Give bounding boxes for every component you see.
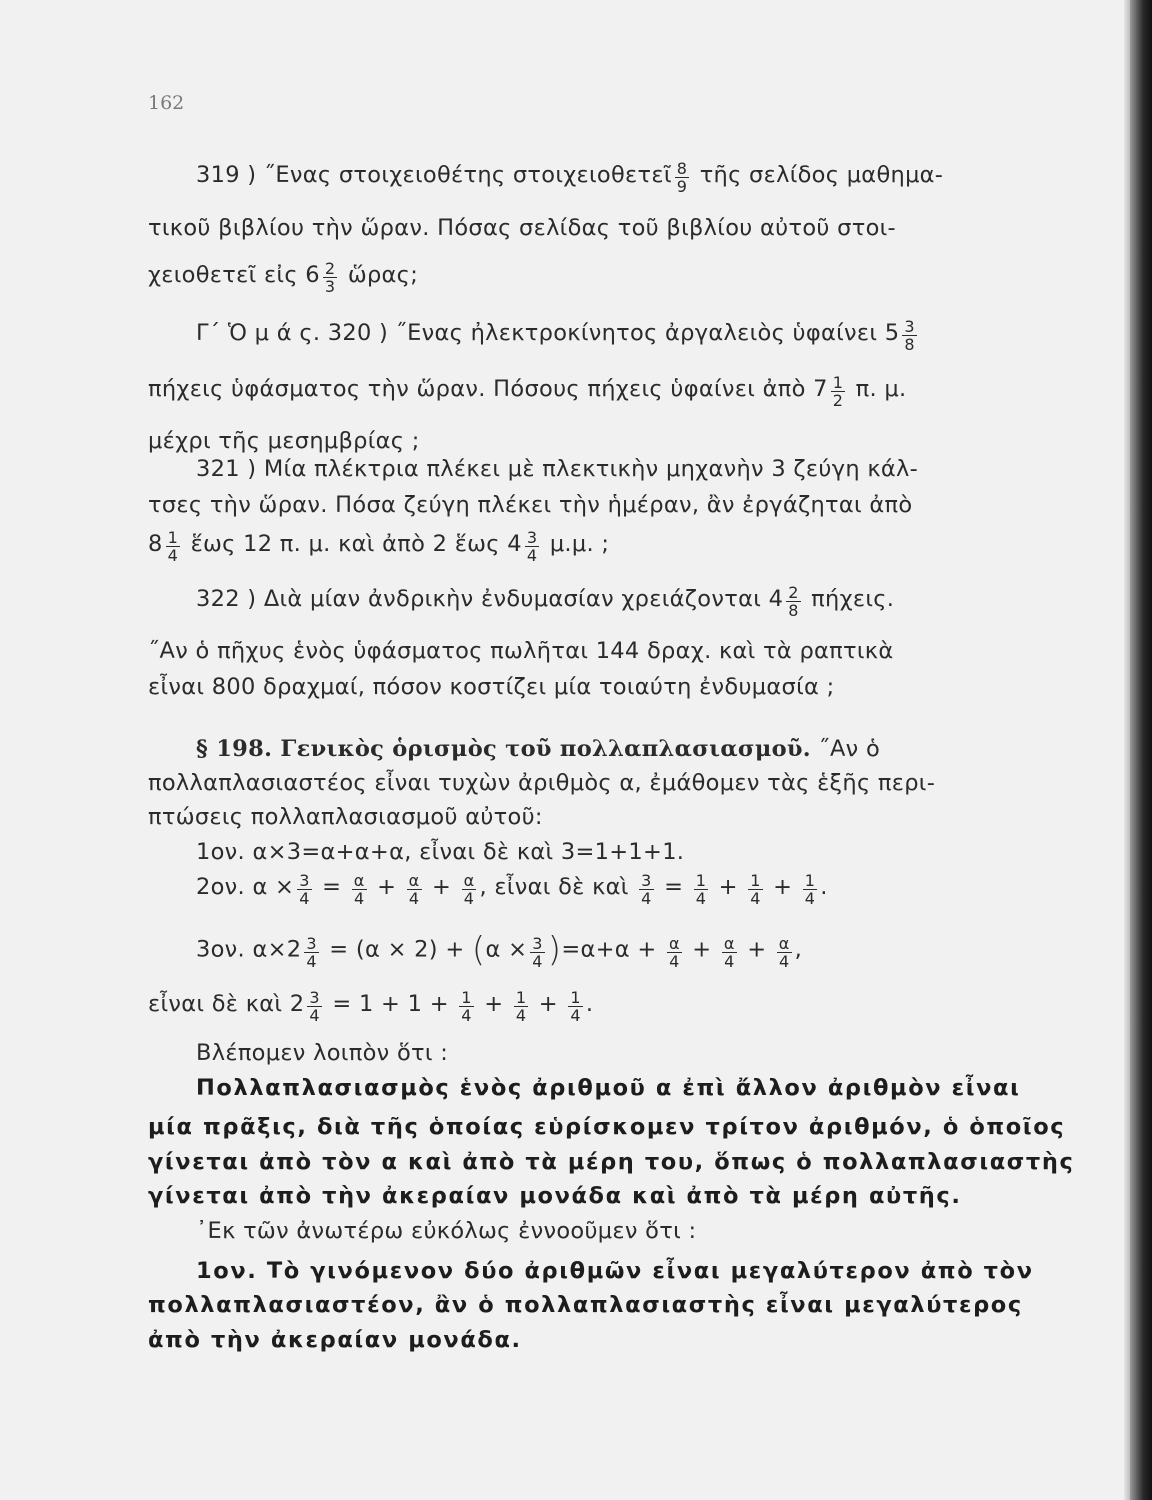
problem-319-line-2: τικοῦ βιβλίου τὴν ὥραν. Πόσας σελίδας τοῦ βιβλίου αὐτοῦ στοι- bbox=[148, 215, 896, 241]
rule-1-line-3: ἀπὸ τὴν ἀκεραίαν μονάδα. bbox=[148, 1327, 522, 1353]
section-198-line-2: πολλαπλασιαστέος εἶναι τυχὼν ἀριθμὸς α, ἐμάθομεν τὰς ἑξῆς περι- bbox=[148, 770, 936, 796]
rule-1-line-1: 1ον. Τὸ γινόμενον δύο ἀριθμῶν εἶναι μεγαλύτερον ἀπὸ τὸν bbox=[196, 1258, 1034, 1284]
definition-line-3: γίνεται ἀπὸ τὸν α καὶ ἀπὸ τὰ μέρη του, ὅπως ὁ πολλαπλασιαστὴς bbox=[148, 1149, 1075, 1175]
definition-line-4: γίνεται ἀπὸ τὴν ἀκεραίαν μονάδα καὶ ἀπὸ τὰ μέρη αὐτῆς. bbox=[148, 1183, 962, 1209]
problem-320-line-2: πήχεις ὑφάσματος τὴν ὥραν. Πόσους πήχεις ὑφαίνει ἀπὸ 7 $\frac{1}{2}$ π. μ. bbox=[148, 373, 907, 410]
problem-321-line-3: 8 $\frac{1}{4}$ ἕως 12 π. μ. καὶ ἀπὸ 2 ἕως 4 $\frac{3}{4}$ μ.μ. ; bbox=[148, 528, 610, 565]
fraction: $\frac{1}{4}$ bbox=[167, 528, 179, 565]
book-spine bbox=[1130, 0, 1152, 1500]
problem-322-line-2: ˝Αν ὁ πῆχυς ἑνὸς ὑφάσματος πωλῆται 144 δραχ. καὶ τὰ ραπτικὰ bbox=[148, 638, 894, 664]
fraction: $\frac{3}{4}$ bbox=[526, 528, 538, 565]
problem-321-line-1: 321 ) Μία πλέκτρια πλέκει μὲ πλεκτικὴν μηχανὴν 3 ζεύγη κάλ- bbox=[196, 456, 919, 482]
case-2: 2ον. α × $\frac{3}{4}$ = $\frac{\alpha}{4}$ + $\frac{\alpha}{4}$ + $\frac{\alpha}{4}$ , εἶναι δὲ καὶ $\frac{3}{4}$ = $\frac{1}{4}$ + $\frac{1}{4}$ + $\frac{1}{4}$ . bbox=[196, 871, 828, 908]
text: τῆς σελίδος μαθημα- bbox=[699, 162, 944, 188]
problem-321-line-2: τσες τὴν ὥραν. Πόσα ζεύγη πλέκει τὴν ἡμέραν, ἂν ἐργάζηται ἀπὸ bbox=[148, 492, 913, 518]
fraction: $\frac{2}{3}$ bbox=[324, 259, 336, 296]
case-1: 1ον. α×3=α+α+α, εἶναι δὲ καὶ 3=1+1+1. bbox=[196, 839, 685, 865]
section-198-line-1: § 198. Γενικὸς ὁρισμὸς τοῦ πολλαπλασιασμοῦ. ˝Αν ὁ bbox=[196, 736, 881, 762]
definition-line-1: Πολλαπλασιασμὸς ἑνὸς ἀριθμοῦ α ἐπὶ ἄλλον ἀριθμὸν εἶναι bbox=[196, 1075, 1021, 1101]
fraction: $\frac{2}{8}$ bbox=[788, 583, 799, 620]
rule-1-line-2: πολλαπλασιαστέον, ἂν ὁ πολλαπλασιαστὴς εἶναι μεγαλύτερος bbox=[148, 1292, 1023, 1318]
page-number: 162 bbox=[148, 92, 185, 114]
fraction: $\frac{3}{8}$ bbox=[904, 317, 915, 354]
problem-320-line-1: Γ΄ Ὁ μ ά ς. 320 ) ˝Ενας ἠλεκτροκίνητος ἀργαλειὸς ὑφαίνει 5 $\frac{3}{8}$ bbox=[196, 317, 915, 354]
problem-322-line-3: εἶναι 800 δραχμαί, πόσον κοστίζει μία τοιαύτη ἐνδυμασία ; bbox=[148, 674, 835, 700]
fraction: $\frac{1}{2}$ bbox=[832, 373, 844, 410]
ek-ton-line: ᾽Εκ τῶν ἀνωτέρω εὐκόλως ἐννοοῦμεν ὅτι : bbox=[196, 1218, 697, 1244]
problem-322-line-1: 322 ) Διὰ μίαν ἀνδρικὴν ἐνδυμασίαν χρειάζονται 4 $\frac{2}{8}$ πήχεις. bbox=[196, 583, 895, 620]
problem-319-line-1 bbox=[196, 158, 944, 196]
problem-320-line-3: μέχρι τῆς μεσημβρίας ; bbox=[148, 428, 420, 454]
blepomen-line: Βλέπομεν λοιπὸν ὅτι : bbox=[196, 1040, 449, 1066]
definition-line-2: μία πρᾶξις, διὰ τῆς ὁποίας εὑρίσκομεν τρίτον ἀριθμόν, ὁ ὁποῖος bbox=[148, 1114, 1066, 1140]
section-198-line-3: πτώσεις πολλαπλασιασμοῦ αὐτοῦ: bbox=[148, 804, 543, 830]
text: 319 ) ˝Ενας στοιχειοθέτης στοιχειοθετεῖ bbox=[196, 162, 672, 188]
fraction: $\frac{8}{9}$ bbox=[676, 159, 688, 196]
case-3-continued: εἶναι δὲ καὶ 2 $\frac{3}{4}$ = 1 + 1 + $\frac{1}{4}$ + $\frac{1}{4}$ + $\frac{1}{4}$ . bbox=[148, 988, 594, 1025]
case-3: 3ον. α×2 $\frac{3}{4}$ = (α × 2) + (α × $\frac{3}{4}$ )=α+α + $\frac{\alpha}{4}$ + $\frac{\alpha}{4}$ + $\frac{\alpha}{4}$ , bbox=[196, 930, 803, 971]
problem-319-line-3: χειοθετεῖ εἰς 6 $\frac{2}{3}$ ὥρας; bbox=[148, 259, 419, 296]
section-heading: § 198. Γενικὸς ὁρισμὸς τοῦ πολλαπλασιασμοῦ. bbox=[196, 736, 811, 762]
